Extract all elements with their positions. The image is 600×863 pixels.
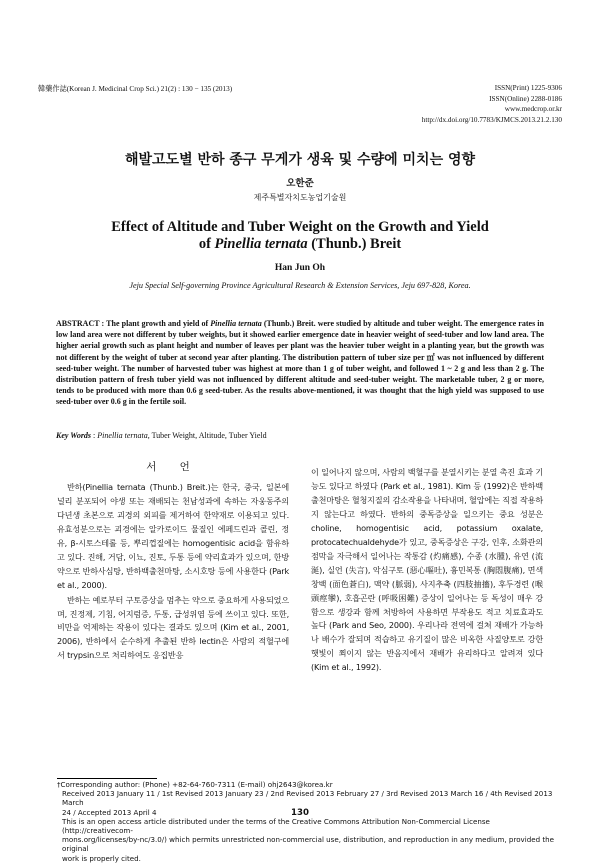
korean-author: 오한준: [286, 178, 314, 189]
footnote-divider: [57, 778, 157, 779]
left-column: [57, 461, 289, 664]
abstract-label: ABSTRACT :: [56, 319, 107, 328]
page-number: 130: [291, 808, 309, 818]
journal-identifiers: [362, 83, 562, 125]
intro-paragraph-2: 반하는 예로부터 구토증상을 멈추는 약으로 중요하게 사용되었으며, 진정제, 기침, 어지럼증, 두통, 급성위염 등에 쓰이고 있다. 또한, 비만을 억제하는 작용이 있다는 결과도 있으며 (Kim et al., 2001, 2006), 반하에서 순수하게 추출된 반하 lectin은 사람의 적혈구에서 trypsin으로 처리하여도 응집반응: [57, 594, 289, 661]
keywords: [56, 431, 544, 440]
abstract-text-b: (Thunb.) Breit. were studied by altitude and tuber weight. The emergence rates in low land area were not different by tuber weights, but it showed earlier emergence date in heavier weight of seed-tuber and low land area. The higher aerial growth such as plant height and number of leaves per plant was the heavier tuber weight in a planting year, but the growth was not different by the weight of tuber at second year after planting. The distribution pattern of tuber size per ㎡ was not influenced by different seed-tuber weight. The number of harvested tuber was highest at more than 1 g of tuber weight, and followed 1 ~ 2 g and less than 2 g. The distribution pattern of fresh tuber yield was not influenced by different altitude and seed-tuber weight. The marketable tuber, 2 g or more, tends to be produced with more than 0.6 g seed-tuber. As the results above-mentioned, it was thought that the high yield was supposed to use seed-tuber over 0.6 g in the fertile soil.: [56, 319, 544, 407]
intro-paragraph-1: 반하(Pinellia ternata (Thunb.) Breit.)는 한국, 중국, 일본에 널리 분포되어 야생 또는 재배되는 천남성과에 속하는 자웅동주의 다년생 초본으로 괴경의 외피를 제거하여 한약재로 이용되고 있다. 유효성분으로는 괴경에는 알카로이드 물질인 에페드린과 콜린, 정유, β-시토스테롤 등, 뿌리껍질에는 homogentisic acid을 함유하고 있다. 진해, 거담, 이뇨, 진토, 두통 등에 약리효과가 있으며, 한방약으로 반하사심탕, 반하백출천마탕, 소시호탕 등에 사용한다 (Park et al., 2000).: [57, 481, 289, 590]
title-species: Pinellia ternata: [214, 236, 308, 252]
title-prefix: of: [198, 236, 215, 252]
doi-link: http://dx.doi.org/10.7783/KJMCS.2013.21.2.130: [421, 115, 562, 124]
title-suffix: (Thunb.) Breit: [307, 236, 402, 252]
received-dates-1: Received 2013 January 11 / 1st Revised 2013 January 23 / 2nd Revised 2013 February 27 / 3rd Revised 2013 March 16 / 4th Revised 2013 March: [62, 789, 553, 808]
korean-title: 해발고도별 반하 종구 무게가 생육 및 수량에 미치는 영향: [124, 152, 476, 168]
english-author: Han Jun Oh: [274, 263, 326, 273]
english-affiliation: Jeju Special Self-governing Province Agricultural Research & Extension Services, Jeju 697-828, Korea.: [129, 281, 471, 290]
issn-online: ISSN(Online) 2288-0186: [489, 94, 562, 103]
corresponding-author: †Corresponding author: (Phone) +82-64-760-7311 (E-mail) ohj2643@korea.kr: [57, 780, 333, 789]
issn-print: ISSN(Print) 1225-9306: [494, 84, 562, 92]
english-title: [0, 219, 600, 253]
journal-citation: 韓藥作誌(Korean J. Medicinal Crop Sci.) 21(2) : 130 − 135 (2013): [38, 85, 233, 93]
english-title-line2: [0, 236, 600, 253]
intro-paragraph-3: 이 일어나지 않으며, 사람의 백혈구를 분열시키는 분열 촉진 효과 기능도 있다고 하였다 (Park et al., 1981). Kim 등 (1992)은 반하백출천마탕은 혈청지질의 감소작용을 나타내며, 혈압에는 직접 작용하지 않는다고 하였다. 반하의 중독증상을 일으키는 중요 성분은 choline, homogentisic acid, potassium oxalate, protocatechualdehyde가 있고, 중독증상은 구강, 인후, 소화관의 점막을 자극해서 일어나는 작통감 (灼痛感), 수종 (水腫), 유연 (流涎), 실언 (失言), 악심구토 (惡心嘔吐), 흉민복통 (胸悶腹痛), 면색창백 (面色蒼白), 맥약 (脈弱), 사지추축 (四肢抽搐), 후두경련 (喉頭痙攣), 호흡곤란 (呼吸困難) 증상이 일어나는 등 독성이 매우 강함으로 생강과 함께 처방하여 사용하면 부작용도 적고 치료효과도 높다 (Park and Seo, 2000). 우리나라 전역에 걸쳐 재배가 가능하나 배수가 잘되며 적습하고 유기질이 많은 비옥한 사질양토로 강한 햇빛이 쬐이지 않는 반음지에서 재배가 유리하다고 알려져 있다 (Kim et al., 1992).: [311, 467, 543, 673]
journal-website: www.medcrop.or.kr: [504, 105, 562, 114]
footnote: [57, 780, 557, 863]
keywords-label: Key Words: [56, 431, 92, 440]
license-line-1: This is an open access article distributed under the terms of the Creative Commons Attribution Non-Commercial License (http://creativecom-: [62, 816, 490, 836]
received-dates-2: 24 / Accepted 2013 April 4: [62, 807, 157, 817]
korean-affiliation: 제주특별자치도농업기술원: [253, 193, 347, 202]
abstract-species: Pinellia ternata: [210, 319, 262, 328]
english-title-line1: Effect of Altitude and Tuber Weight on the Growth and Yield: [111, 219, 489, 235]
license-line-3: work is properly cited.: [62, 853, 141, 863]
abstract-text-a: The plant growth and yield of: [106, 319, 211, 328]
keywords-species: Pinellia ternata: [97, 431, 148, 440]
abstract: [56, 318, 544, 408]
section-title: 서 언: [146, 461, 200, 473]
license-line-2: mons.org/licenses/by-nc/3.0/) which permits unrestricted non-commercial use, distribution, and reproduction in any medium, provided the original: [62, 835, 554, 854]
right-column: [311, 466, 543, 676]
keywords-sep: :: [91, 431, 98, 440]
keywords-rest: , Tuber Weight, Altitude, Tuber Yield: [147, 431, 267, 440]
